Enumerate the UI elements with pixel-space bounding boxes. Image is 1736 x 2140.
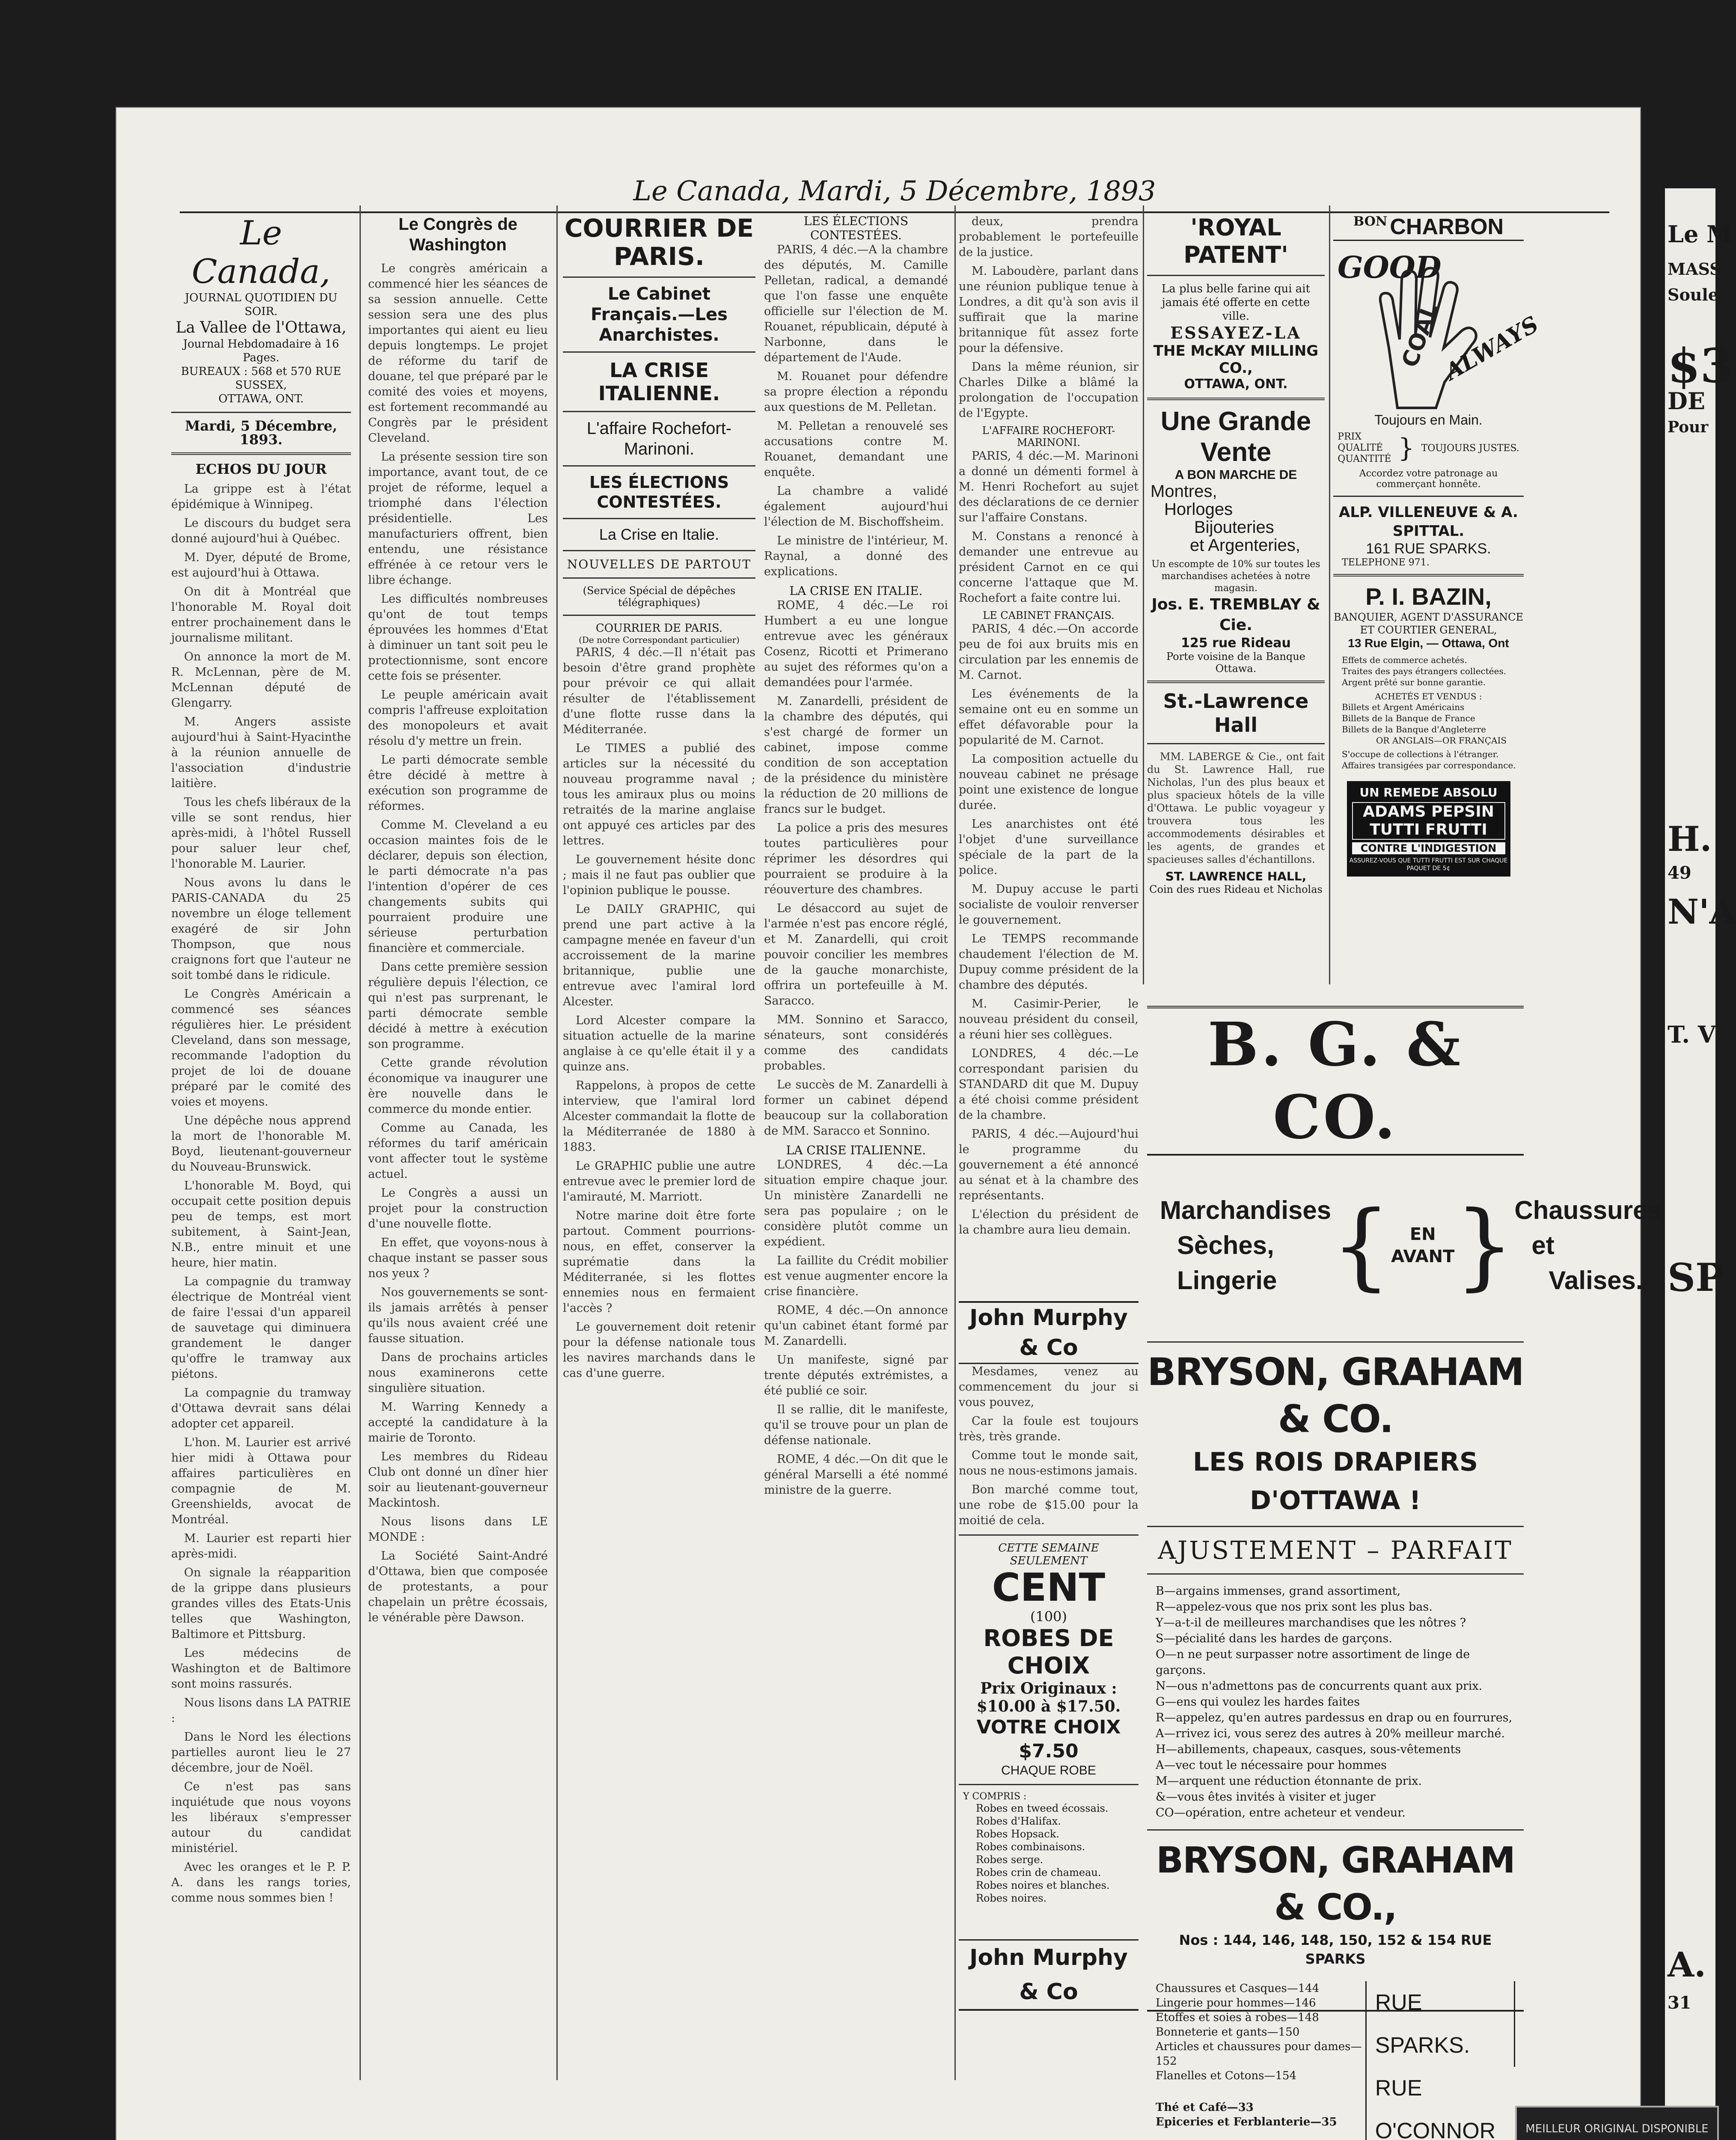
- edge-text: T. V: [1668, 1021, 1716, 1048]
- bg-avant: AVANT: [1391, 1247, 1455, 1266]
- bazin-service: Effets de commerce achetés.: [1342, 655, 1467, 665]
- congres-paragraph: Dans cette première session régulière depuis l'élection, ce qui n'est pas surprenant, le parti démocrate semble décidé à mettre à exécution son programme.: [368, 960, 548, 1051]
- divider: [1333, 496, 1524, 497]
- microfilm-stamp: MEILLEUR ORIGINAL DISPONIBLE: [1515, 2106, 1719, 2140]
- echos-paragraph: L'honorable M. Boyd, qui occupait cette position depuis peu de temps, est mort subitement, à Saint-Jean, N.B., entre minuit et une heure, hier matin.: [171, 1179, 351, 1269]
- edge-text: Pour: [1668, 418, 1709, 436]
- courrier-paragraph: Le GRAPHIC publie une autre entrevue avec le premier lord de l'amirauté, M. Marriott.: [563, 1159, 755, 1204]
- murphy-prix-orig: Prix Originaux :: [980, 1679, 1117, 1697]
- crise-paragraph: LONDRES, 4 déc.—La situation empire chaque jour. Un ministère Zanardelli ne sera pas populaire ; on le considère plutôt comme un expédient.: [764, 1158, 948, 1248]
- department-item: Etoffes et soies à robes—148: [1156, 2011, 1319, 2024]
- masthead-date: Mardi, 5 Décembre, 1893.: [185, 418, 337, 448]
- bryson-footer-row: [1147, 1968, 1524, 2140]
- bryson-acrostic: [1147, 1581, 1524, 1823]
- bg-en: EN: [1409, 1225, 1436, 1244]
- bryson-title: BRYSON, GRAHAM & CO.: [1147, 1350, 1524, 1441]
- congres-paragraph: Nos gouvernements se sont-ils jamais arrêtés à penser qu'ils nous avaient créé une fausse situation.: [368, 1286, 548, 1345]
- masthead-title: Le Canada,: [191, 214, 331, 291]
- courrier-paragraph: Le DAILY GRAPHIC, qui prend une part active à la campagne menée en faveur d'un accroissement de la marine britannique, publie une entrevue avec l'amiral lord Alcester.: [563, 903, 755, 1008]
- royal-title: 'ROYAL PATENT': [1183, 214, 1288, 268]
- murphy-footer: John Murphy & Co: [959, 1939, 1139, 2009]
- villeneuve-address: 161 RUE SPARKS.: [1366, 541, 1491, 557]
- echos-paragraph: Nous avons lu dans le PARIS-CANADA du 25 novembre un éloge tellement exagéré de sir John Thompson, que nous craignons fort que l'auteur ne soit tombé dans le ridicule.: [171, 876, 351, 982]
- hall-address: Coin des rues Rideau et Nicholas: [1149, 883, 1323, 895]
- acrostic-line: G—ens qui voulez les hardes faites: [1156, 1695, 1360, 1709]
- department-item: Flanelles et Cotons—154: [1156, 2069, 1297, 2082]
- courrier-section-sub: (De notre Correspondant particulier): [579, 635, 740, 645]
- list-item: Robes noires et blanches.: [976, 1879, 1110, 1891]
- acrostic-line: B—argains immenses, grand assortiment,: [1156, 1584, 1401, 1598]
- bazin-title: BANQUIER, AGENT D'ASSURANCE ET COURTIER GENERAL,: [1333, 611, 1523, 636]
- news-paragraph: M. Laboudère, parlant dans une réunion publique tenue à Londres, a dit qu'à son avis il suffirait que la marine britannique fût assez forte pour la défensive.: [959, 265, 1139, 355]
- prix-label: PRIX: [1338, 431, 1361, 442]
- mckay-name: THE McKAY MILLING CO.,: [1153, 342, 1319, 377]
- assurez-label: ASSUREZ-VOUS QUE TUTTI FRUTTI EST SUR CHAQUE PAQUET DE 5¢: [1349, 857, 1508, 872]
- column-masthead-echos: [171, 214, 351, 2089]
- list-item: Billets de la Banque de France: [1342, 713, 1475, 723]
- crise-paragraph: ROME, 4 déc.—On dit que le général Marselli a été nommé ministre de la guerre.: [764, 1453, 948, 1497]
- courrier-section: COURRIER DE PARIS.: [595, 622, 723, 635]
- murphy-chaque: CHAQUE ROBE: [1001, 1763, 1096, 1777]
- italie-paragraph: M. Zanardelli, président de la chambre des députés, qui s'est chargé de former un cabinet, impose comme condition de son acceptation de la présidence du ministère la réduction de 20 millions de francs sur le budget.: [764, 695, 948, 816]
- edge-text: Soule: [1668, 285, 1719, 304]
- villeneuve-name: ALP. VILLENEUVE & A. SPITTAL.: [1339, 504, 1518, 540]
- divider: [1147, 275, 1325, 276]
- italie-paragraph: La police a pris des mesures toutes particulières pour réprimer les désordres qui pourraient se produire à la réouverture des chambres.: [764, 821, 948, 896]
- echos-paragraph: Ce n'est pas sans inquiétude que nous voyons les libéraux s'empresser autour du candidat ministériel.: [171, 1780, 351, 1855]
- list-item: Robes d'Halifax.: [976, 1815, 1061, 1827]
- echos-paragraph: Dans le Nord les élections partielles auront lieu le 27 décembre, jour de Noël.: [171, 1730, 351, 1774]
- news-paragraph: PARIS, 4 déc.—On accorde peu de foi aux bruits mis en circulation par les ennemis de M. Carnot.: [959, 622, 1139, 682]
- quantite-label: QUANTITÉ: [1338, 454, 1391, 464]
- italie-paragraph: Le désaccord au sujet de l'armée n'est pas encore réglé, et M. Zanardelli, qui croit pouvoir concilier les membres de la gauche monarchiste, offrira un portefeuille à M. Saracco.: [764, 902, 948, 1008]
- bazin-name: P. I. BAZIN,: [1365, 583, 1492, 610]
- acrostic-line: A—vec tout le nécessaire pour hommes: [1156, 1759, 1387, 1772]
- echos-paragraph: M. Dyer, député de Brome, est aujourd'hui à Ottawa.: [171, 551, 351, 580]
- bon-marche: A BON MARCHE DE: [1174, 468, 1297, 482]
- section-heading: LA CRISE ITALIENNE.: [786, 1143, 926, 1157]
- bazin-service: Argent prêté sur bonne garantie.: [1342, 677, 1486, 687]
- echos-paragraph: Le Congrès Américain a commencé ses séances régulières hier. Le président Cleveland, dans son message, recommande l'adoption du projet de loi de douane préparé par le comité des voies et moyens.: [171, 987, 351, 1109]
- murphy-ad: [959, 1301, 1139, 2011]
- bg-marchandises: Marchandises: [1160, 1196, 1332, 1225]
- coal-hand-illustration: [1333, 241, 1543, 412]
- divider: [1333, 574, 1524, 577]
- divider: [1147, 743, 1325, 744]
- crise-paragraph: ROME, 4 déc.—On annonce qu'un cabinet étant formé par M. Zanardelli.: [764, 1304, 948, 1348]
- edge-text: H.: [1668, 819, 1712, 859]
- news-paragraph: deux, prendra probablement le portefeuille de la justice.: [959, 215, 1139, 259]
- congres-paragraph: La présente session tire son importance, avant tout, de ce projet de réforme, lequel a triomphé dans l'élection présidentielle. Les manufacturiers offrent, bien entendu, une résistance effrénée à ce retour vers le libre échange.: [368, 450, 548, 587]
- tremblay-address: 125 rue Rideau: [1181, 636, 1291, 651]
- news-paragraph: Dans la même réunion, sir Charles Dilke a blâmé la prolongation de l'occupation de l'Egypte.: [959, 360, 1139, 420]
- congres-paragraph: Le parti démocrate semble être décidé à mettre à exécution son programme de réformes.: [368, 753, 548, 813]
- column-rule: [360, 205, 361, 2080]
- hall-title: St.-Lawrence Hall: [1163, 690, 1309, 737]
- congres-paragraph: En effet, que voyons-nous à chaque instant se passer sous nos yeux ?: [368, 1236, 548, 1280]
- congres-paragraph: Le congrès américain a commencé hier les séances de sa session annuelle. Cette session sera une des plus importantes qui aient eu lieu depuis longtemps. Le projet de réforme du tarif de douane, tel que préparé par le comité des voies et moyens, est fortement recommandé au Congrès par le président Cleveland.: [368, 262, 548, 445]
- department-item: Lingerie pour hommes—146: [1156, 1997, 1316, 2009]
- brace-icon: }: [1454, 1191, 1515, 1300]
- courrier-paragraph: Lord Alcester compare la situation actuelle de la marine anglaise à ce qu'elle était il y a quinze ans.: [563, 1014, 755, 1073]
- congres-paragraph: Les membres du Rideau Club ont donné un dîner hier soir au lieutenant-gouverneur Mackintosh.: [368, 1450, 548, 1510]
- congres-paragraph: Les difficultés nombreuses qu'ont de tout temps éprouvées les hommes d'Etat à diminuer un tant soit peu le protectionnisme, sont encore cette fois se présenter.: [368, 592, 548, 683]
- adams-label: ADAMS PEPSIN TUTTI FRUTTI: [1352, 802, 1505, 840]
- crise-paragraph: La faillite du Crédit mobilier est venue augmenter encore la crise financière.: [764, 1254, 948, 1298]
- courrier-sub: L'affaire Rochefort-Marinoni.: [586, 419, 732, 458]
- pepsin-ad: [1347, 781, 1510, 877]
- bazin-services: [1333, 654, 1524, 688]
- elections-paragraph: Le ministre de l'intérieur, M. Raynal, a donné des explications.: [764, 534, 948, 578]
- courrier-sub: LA CRISE ITALIENNE.: [598, 359, 720, 405]
- acrostic-line: H—abillements, chapeaux, casques, sous-vêtements: [1156, 1743, 1461, 1756]
- bazin-service: Traites des pays étrangers collectées.: [1342, 666, 1507, 676]
- elections-paragraph: PARIS, 4 déc.—A la chambre des députés, M. Camille Pelletan, radical, a demandé que l'on fasse une enquête officielle sur l'élection de M. Rouanet, républicain, député à Narbonne, dans le département de l'Aude.: [764, 243, 948, 364]
- horloges-label: Horloges: [1164, 500, 1233, 519]
- accordez-text: Accordez votre patronage au commerçant honnête.: [1359, 468, 1498, 490]
- list-item: Robes combinaisons.: [976, 1841, 1085, 1853]
- masthead-weekly: Journal Hebdomadaire à 16 Pages.: [183, 338, 339, 364]
- bryson-rois: LES ROIS DRAPIERS D'OTTAWA !: [1192, 1447, 1478, 1516]
- bg-en-avant: [1391, 1223, 1454, 1268]
- echos-title: ECHOS DU JOUR: [195, 461, 327, 477]
- courrier-title: COURRIER DE PARIS.: [564, 214, 754, 271]
- news-paragraph: Le TEMPS recommande chaudement l'élection de M. Dupuy comme président de la chambre des députés.: [959, 932, 1139, 992]
- column-congres: [368, 214, 548, 2089]
- bryson-streets: [1365, 1981, 1515, 2140]
- bg-departments-row: [1147, 1156, 1662, 1335]
- tremblay-porte: Porte voisine de la Banque Ottawa.: [1166, 651, 1305, 675]
- divider: [1147, 1526, 1524, 1527]
- list-item: Robes en tweed écossais.: [976, 1802, 1109, 1814]
- department-item: Bonneterie et gants—150: [1156, 2026, 1300, 2039]
- bg-chaussures: Chaussures: [1514, 1196, 1662, 1225]
- edge-text: A.: [1668, 1944, 1706, 1985]
- news-paragraph: Les événements de la semaine ont eu en somme un effet défavorable pour la popularité de M. Carnot.: [959, 687, 1139, 747]
- rue-sparks-label: RUE SPARKS.: [1365, 1981, 1515, 2067]
- crise-paragraph: Un manifeste, signé par trente députés extrémistes, a été publié ce soir.: [764, 1353, 948, 1397]
- edge-text: 31: [1668, 1993, 1691, 2013]
- svg-text:COAL: COAL: [1397, 300, 1444, 371]
- courrier-paragraph: Le TIMES a publié des articles sur la nécessité du nouveau programme naval ; tous les amiraux plus ou moins retraités de la marine anglaise ont appuyé ces articles par des lettres.: [563, 742, 755, 847]
- remede-label: UN REMEDE ABSOLU: [1359, 785, 1498, 800]
- column-courrier: [563, 214, 755, 2089]
- edge-text: $3: [1668, 338, 1733, 393]
- murphy-robes: ROBES DE CHOIX: [983, 1625, 1114, 1679]
- divider: [171, 412, 351, 413]
- courrier-sub: Le Cabinet Français.—Les Anarchistes.: [591, 284, 728, 345]
- echos-paragraph: Nous lisons dans LA PATRIE :: [171, 1696, 351, 1725]
- echos-paragraph: La compagnie du tramway d'Ottawa devrait sans délai adopter cet appareil.: [171, 1386, 351, 1430]
- divider: [1147, 1829, 1524, 1831]
- robes-list: [959, 1802, 1139, 1905]
- contre-label: CONTRE L'INDIGESTION: [1352, 842, 1505, 854]
- murphy-text: Comme tout le monde sait, nous ne nous-estimons jamais.: [959, 1449, 1139, 1477]
- bg-et: et: [1531, 1231, 1555, 1260]
- divider: [1147, 398, 1325, 400]
- bg-left: [1160, 1193, 1331, 1298]
- courrier-paragraph: Rappelons, à propos de cette interview, que l'amiral lord Alcester commandait la flotte de la Méditerranée de 1880 à 1883.: [563, 1079, 755, 1154]
- acrostic-line: N—ous n'admettons pas de concurrents quant aux prix.: [1156, 1679, 1483, 1693]
- congres-paragraph: Le peuple américain avait compris l'affreuse exploitation des monopoleurs et avait résolu d'y mettre un frein.: [368, 688, 548, 748]
- rue-oconnor-label: RUE O'CONNOR: [1365, 2067, 1515, 2140]
- crise-paragraph: Il se rallie, dit le manifeste, qu'il se trouve pour un plan de défense nationale.: [764, 1403, 948, 1447]
- edge-text: SP: [1668, 1255, 1724, 1300]
- list-item: OR ANGLAIS—OR FRANÇAIS: [1376, 735, 1507, 746]
- bg-lingerie: Lingerie: [1177, 1266, 1277, 1295]
- bg-right: [1514, 1193, 1661, 1298]
- list-item: Billets et Argent Américains: [1342, 702, 1465, 712]
- section-heading: LE CABINET FRANÇAIS.: [983, 609, 1115, 621]
- bon-label: BON: [1353, 214, 1388, 229]
- congres-paragraph: Cette grande révolution économique va inaugurer une ère nouvelle dans le commerce du monde entier.: [368, 1056, 548, 1116]
- column-ads-2: [1333, 214, 1543, 976]
- list-item: Robes crin de chameau.: [976, 1867, 1101, 1878]
- brace-icon: {: [1331, 1191, 1391, 1300]
- echos-paragraph: Le discours du budget sera donné aujourd'hui à Québec.: [171, 517, 351, 545]
- department-item: Thé et Café—33: [1156, 2101, 1254, 2114]
- murphy-cent: CENT: [992, 1565, 1106, 1610]
- congres-paragraph: La Société Saint-André d'Ottawa, bien que composée de protestants, a pour chapelain un prêtre écossais, le vénérable père Dawson.: [368, 1549, 548, 1624]
- escompte-text: Un escompte de 10% sur toutes les marchandises achetées à notre magasin.: [1151, 559, 1320, 594]
- department-item: Chaussures et Casques—144: [1156, 1982, 1320, 1995]
- murphy-text: Bon marché comme tout, une robe de $15.00 pour la moitié de cela.: [959, 1483, 1139, 1527]
- divider: [563, 518, 755, 519]
- bazin-address: 13 Rue Elgin, — Ottawa, Ont: [1348, 636, 1509, 650]
- hall-footer: ST. LAWRENCE HALL,: [1165, 869, 1307, 883]
- echos-paragraph: M. Angers assiste aujourd'hui à Saint-Hyacinthe à la réunion annuelle de l'association d'industrie laitière.: [171, 715, 351, 790]
- elections-paragraph: La chambre a validé également aujourd'hui l'élection de M. Bischoffsheim.: [764, 484, 948, 529]
- qualite-label: QUALITÉ: [1338, 443, 1383, 453]
- prix-labels: [1338, 431, 1391, 465]
- divider: [563, 577, 755, 579]
- bg-seches: Sèches,: [1177, 1231, 1274, 1260]
- list-item: Robes noires.: [976, 1892, 1047, 1904]
- courrier-sub: La Crise en Italie.: [599, 526, 719, 543]
- charbon-label: CHARBON: [1390, 214, 1504, 239]
- italie-paragraph: ROME, 4 déc.—Le roi Humbert a eu une longue entrevue avec les généraux Cosenz, Ricotti et Primerano au sujet des réformes qu'on a demandées pour l'armée.: [764, 599, 948, 689]
- divider: [959, 1784, 1139, 1785]
- acrostic-line: CO—opération, entre acheteur et vendeur.: [1156, 1806, 1406, 1819]
- bijouteries-label: Bijouteries: [1194, 518, 1274, 537]
- divider: [563, 615, 755, 616]
- news-paragraph: M. Casimir-Perier, le nouveau président du conseil, a réuni hier ses collègues.: [959, 997, 1139, 1041]
- murphy-votre-choix: VOTRE CHOIX $7.50: [976, 1716, 1121, 1762]
- divider: [959, 1534, 1139, 1536]
- murphy-prix-vals: $10.00 à $17.50.: [976, 1697, 1121, 1715]
- column-elections-italie: [764, 214, 948, 2089]
- always-label: ALWAYS: [1440, 311, 1543, 386]
- echos-paragraph: L'hon. M. Laurier est arrivé hier midi à Ottawa pour affaires particulières en compagnie de M. Greenshields, avocat de Montréal.: [171, 1436, 351, 1526]
- divider: [563, 411, 755, 412]
- congres-paragraph: Le Congrès a aussi un projet pour la construction d'une nouvelle flotte.: [368, 1186, 548, 1230]
- echos-paragraph: Avec les oranges et le P. P. A. dans les rangs tories, comme nous sommes bien !: [171, 1861, 351, 1905]
- acrostic-line: R—appelez, qu'en autres pardessus en drap ou en fourrures,: [1156, 1711, 1513, 1724]
- news-paragraph: PARIS, 4 déc.—M. Marinoni a donné un démenti formel à M. Henri Rochefort au sujet des déclarations de ce dernier sur l'affaire Constans.: [959, 449, 1139, 524]
- list-item: Robes Hopsack.: [976, 1828, 1060, 1840]
- congres-paragraph: Nous lisons dans LE MONDE :: [368, 1515, 548, 1544]
- charbon-header: [1333, 214, 1524, 241]
- elections-paragraph: M. Rouanet pour défendre sa propre élection a répondu aux questions de M. Pelletan.: [764, 370, 948, 414]
- news-paragraph: PARIS, 4 déc.—Aujourd'hui le programme du gouvernement a été annoncé au sénat et à la chambre des représentants.: [959, 1127, 1139, 1202]
- toujours-label: Toujours en Main.: [1374, 412, 1483, 428]
- congres-title: Le Congrès de Washington: [398, 215, 517, 254]
- acrostic-line: S—pécialité dans les hardes de garçons.: [1156, 1632, 1392, 1645]
- acrostic-line: M—arquent une réduction étonnante de prix.: [1156, 1774, 1422, 1788]
- section-heading: LES ÉLECTIONS CONTESTÉES.: [803, 214, 909, 242]
- argenteries-label: et Argenteries,: [1190, 536, 1300, 555]
- echos-paragraph: On dit à Montréal que l'honorable M. Royal doit entrer prochainement dans le journalisme militant.: [171, 585, 351, 645]
- masthead-subtitle: JOURNAL QUOTIDIEN DU SOIR.: [184, 291, 338, 318]
- brace-icon: }: [1398, 433, 1415, 463]
- tremblay-name: Jos. E. TREMBLAY & Cie.: [1151, 596, 1320, 634]
- news-paragraph: M. Dupuy accuse le parti socialiste de vouloir renverser le gouvernement.: [959, 883, 1139, 927]
- echos-paragraph: Tous les chefs libéraux de la ville se sont rendus, hier après-midi, à l'hôtel Russell pour saluer leur chef, l'honorable M. Laurier.: [171, 796, 351, 871]
- murphy-cent-num: (100): [1030, 1608, 1067, 1625]
- murphy-text: Mesdames, venez au commencement du jour si vous pouvez,: [959, 1365, 1139, 1409]
- acrostic-line: A—rrivez ici, vous serez des autres à 20% meilleur marché.: [1156, 1727, 1505, 1740]
- acrostic-line: R—appelez-vous que nos prix sont les plus bas.: [1156, 1600, 1433, 1614]
- list-item: Robes serge.: [976, 1854, 1043, 1866]
- section-heading: L'AFFAIRE ROCHEFORT-MARINONI.: [982, 425, 1115, 449]
- echos-paragraph: On signale la réapparition de la grippe dans plusieurs grandes villes des Etats-Unis telles que Washington, Baltimore et Pittsburg.: [171, 1566, 351, 1641]
- list-item: Billets de la Banque d'Angleterre: [1342, 724, 1486, 734]
- news-paragraph: LONDRES, 4 déc.—Le correspondant parisien du STANDARD dit que M. Dupuy a été choisi comme président de la chambre.: [959, 1047, 1139, 1122]
- edge-text: Le M: [1668, 220, 1732, 248]
- congres-paragraph: Dans de prochains articles nous examinerons cette singulière situation.: [368, 1351, 548, 1395]
- echos-paragraph: M. Laurier est reparti hier après-midi.: [171, 1532, 351, 1560]
- bryson-departments: [1156, 1981, 1365, 2140]
- page-header: Le Canada, Mardi, 5 Décembre, 1893: [180, 175, 1609, 213]
- echos-paragraph: La compagnie du tramway électrique de Montréal vient de faire l'essai d'un appareil de sauvetage qui diminuera grandement le danger qu'offre le tramway aux piétons.: [171, 1275, 351, 1381]
- divider: [563, 276, 755, 278]
- divider: [563, 550, 755, 551]
- acrostic-line: Y—a-t-il de meilleures marchandises que les nôtres ?: [1156, 1616, 1466, 1629]
- murphy-name: John Murphy & Co: [959, 1303, 1139, 1364]
- murphy-text: Car la foule est toujours très, très grande.: [959, 1415, 1139, 1443]
- divider: [563, 465, 755, 467]
- news-paragraph: L'élection du président de la chambre aura lieu demain.: [959, 1208, 1139, 1236]
- edge-text: N'A: [1668, 892, 1736, 932]
- murphy-y-compris: Y COMPRIS :: [963, 1791, 1027, 1802]
- column-rule: [1329, 205, 1330, 984]
- echos-paragraph: Une dépêche nous apprend la mort de l'honorable M. Boyd, lieutenant-gouverneur du Nouveau-Brunswick.: [171, 1114, 351, 1174]
- acrostic-line: &—vous êtes invités à visiter et juger: [1156, 1790, 1376, 1804]
- column-ads-1: [1147, 214, 1325, 976]
- vente-title: Une Grande Vente: [1160, 407, 1311, 467]
- divider: [1147, 681, 1325, 683]
- occupe-text: S'occupe de collections à l'étranger. Affaires transigées par correspondance.: [1342, 749, 1516, 770]
- news-paragraph: Les anarchistes ont été l'objet d'une surveillance spéciale de la part de la police.: [959, 817, 1139, 877]
- bg-center: [1331, 1191, 1515, 1300]
- news-paragraph: M. Constans a renoncé à demander une entrevue au président Carnot en ce qui concerne l'attaque que M. Rochefort a faite contre lui.: [959, 530, 1139, 605]
- divider: [171, 452, 351, 455]
- courrier-paragraph: Notre marine doit être forte partout. Comment pourrions-nous, en effet, conserver la suprématie dans la Méditerranée, si les flottes ennemies nous en fermaient l'accès ?: [563, 1209, 755, 1315]
- montres-label: Montres,: [1150, 482, 1217, 501]
- bryson-ajustement: AJUSTEMENT – PARFAIT: [1158, 1536, 1513, 1565]
- courrier-service: (Service Spécial de dépêches télégraphiques): [583, 585, 736, 609]
- prix-block: [1333, 431, 1524, 465]
- essayez-label: ESSAYEZ-LA: [1170, 323, 1302, 342]
- masthead-city: OTTAWA, ONT.: [218, 392, 304, 405]
- bg-valises: Valises.: [1549, 1266, 1643, 1295]
- courrier-sub: LES ÉLECTIONS CONTESTÉES.: [589, 473, 729, 511]
- italie-paragraph: MM. Sonnino et Saracco, sénateurs, sont considérés comme des candidats probables.: [764, 1013, 948, 1073]
- masthead-bureaux: BUREAUX : 568 et 570 RUE SUSSEX,: [181, 365, 342, 392]
- congres-paragraph: Comme M. Cleveland a eu occasion maintes fois de le déclarer, depuis son élection, le parti démocrate n'a pas l'intention d'opérer de ces changements subits qui pourraient produire une sérieuse perturbation financière et commerciale.: [368, 818, 548, 955]
- echos-paragraph: Les médecins de Washington et de Baltimore sont moins rassurés.: [171, 1647, 351, 1691]
- bg-logo: B. G. & CO.: [1147, 1008, 1524, 1156]
- echos-paragraph: On annonce la mort de M. R. McLennan, père de M. McLennan député de Glengarry.: [171, 650, 351, 710]
- news-paragraph: La composition actuelle du nouveau cabinet ne présage point une existence de longue durée.: [959, 752, 1139, 812]
- courrier-sub: NOUVELLES DE PARTOUT: [567, 557, 752, 571]
- section-heading: LA CRISE EN ITALIE.: [789, 584, 923, 598]
- royal-text: La plus belle farine qui ait jamais été offerte en cette ville.: [1161, 282, 1311, 323]
- column-rule: [556, 205, 558, 2080]
- column-rule: [954, 205, 956, 2080]
- congres-paragraph: M. Warring Kennedy a accepté la candidature à la mairie de Toronto.: [368, 1400, 548, 1444]
- divider: [563, 351, 755, 353]
- divider: [1147, 1341, 1524, 1343]
- courrier-paragraph: Le gouvernement hésite donc ; mais il ne faut pas oublier que l'opinion publique le pousse.: [563, 853, 755, 897]
- department-item: Articles et chaussures pour dames—152: [1156, 2040, 1362, 2068]
- good-label: GOOD: [1338, 250, 1442, 285]
- italie-paragraph: Le succès de M. Zanardelli à former un cabinet dépend beaucoup sur la collaboration de MM. Saracco et Sonnino.: [764, 1078, 948, 1138]
- telephone-label: TELEPHONE 971.: [1342, 557, 1430, 568]
- edge-text: DE: [1668, 387, 1705, 415]
- murphy-semaine: CETTE SEMAINE SEULEMENT: [998, 1542, 1099, 1567]
- column-rule: [1143, 205, 1144, 984]
- achetes-label: ACHETÉS ET VENDUS :: [1375, 691, 1482, 701]
- elections-paragraph: M. Pelletan a renouvelé ses accusations contre M. Rouanet, demandant une enquête.: [764, 419, 948, 479]
- bryson-title-2: BRYSON, GRAHAM & CO.,: [1156, 1839, 1515, 1928]
- courrier-paragraph: Le gouvernement doit retenir pour la défense nationale tous les navires marchands dans le cas d'une guerre.: [563, 1320, 755, 1380]
- achetes-list: [1333, 701, 1524, 746]
- congres-paragraph: Comme au Canada, les réformes du tarif américain vont affecter tout le système actuel.: [368, 1121, 548, 1181]
- hall-text: MM. LABERGE & Cie., ont fait du St. Lawrence Hall, rue Nicholas, l'un des plus beaux et plus spacieux hôtels de la ville d'Ottawa. Le public voyageur y trouvera tous les accommodements désirables et les agents, de grandes et spacieuses salles d'échantillons.: [1147, 751, 1325, 865]
- adjacent-page-edge: [1665, 188, 1736, 2140]
- justes-label: TOUJOURS JUSTES.: [1421, 443, 1519, 454]
- masthead-tagline: La Vallee de l'Ottawa,: [175, 319, 347, 336]
- edge-text: MASS: [1668, 259, 1721, 279]
- bryson-address: Nos : 144, 146, 148, 150, 152 & 154 RUE SPARKS: [1179, 1932, 1492, 1967]
- courrier-paragraph: PARIS, 4 déc.—Il n'était pas besoin d'être grand prophète pour prévoir ce qui allait résulter de l'établissement d'une flotte russe dans la Méditerranée.: [563, 646, 755, 736]
- echos-paragraph: La grippe est à l'état épidémique à Winnipeg.: [171, 482, 351, 511]
- edge-text: 49: [1668, 863, 1691, 883]
- department-item: Epiceries et Ferblanterie—35: [1156, 2116, 1337, 2128]
- acrostic-line: O—n ne peut surpasser notre assortiment de linge de garçons.: [1156, 1648, 1470, 1677]
- mckay-city: OTTAWA, ONT.: [1184, 377, 1288, 392]
- divider: [1147, 1573, 1524, 1575]
